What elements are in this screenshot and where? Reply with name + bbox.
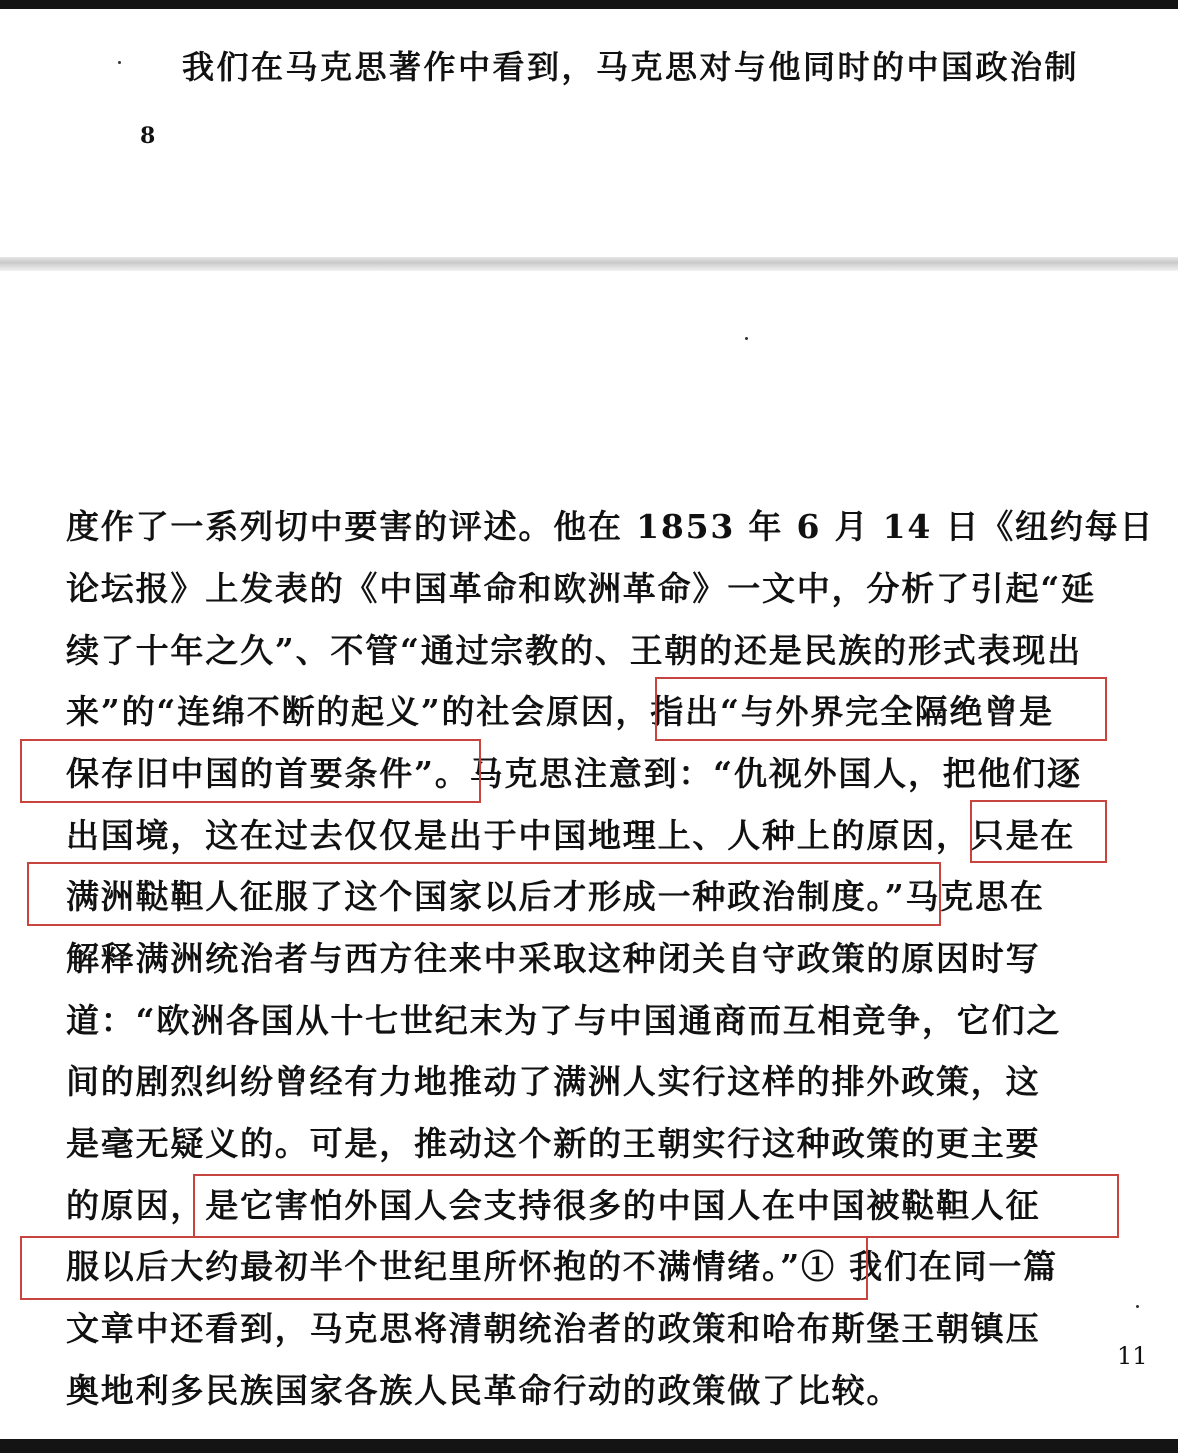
text-line-6: 出国境，这在过去仅仅是出于中国地理上、人种上的原因，只是在 [66, 816, 1076, 855]
upper-page-text-line: 我们在马克思著作中看到，马克思对与他同时的中国政治制 [182, 48, 1080, 86]
text-line-1: 度作了一系列切中要害的评述。他在 1853 年 6 月 14 日《纽约每日 [66, 507, 1155, 546]
scan-speck [118, 61, 121, 64]
upper-page-number: 8 [140, 123, 156, 149]
scan-speck [745, 337, 748, 340]
bottom-frame-bar [0, 1439, 1178, 1453]
text-line-15: 奥地利多民族国家各族人民革命行动的政策做了比较。 [66, 1371, 902, 1410]
lower-page-number: 11 [1117, 1342, 1148, 1370]
text-line-2: 论坛报》上发表的《中国革命和欧洲革命》一文中，分析了引起“延 [66, 569, 1096, 608]
text-line-3: 续了十年之久”、不管“通过宗教的、王朝的还是民族的形式表现出 [66, 631, 1082, 670]
text-line-4: 来”的“连绵不断的起义”的社会原因，指出“与外界完全隔绝曾是 [66, 692, 1054, 731]
text-line-14: 文章中还看到，马克思将清朝统治者的政策和哈布斯堡王朝镇压 [66, 1309, 1041, 1348]
scan-speck [1136, 1305, 1139, 1308]
text-line-5: 保存旧中国的首要条件”。马克思注意到：“仇视外国人，把他们逐 [66, 754, 1082, 793]
text-line-8: 解释满洲统治者与西方往来中采取这种闭关自守政策的原因时写 [66, 939, 1041, 978]
text-line-10: 间的剧烈纠纷曾经有力地推动了满洲人实行这样的排外政策，这 [66, 1062, 1041, 1101]
lower-page [0, 271, 1178, 1439]
text-line-7: 满洲鞑靼人征服了这个国家以后才形成一种政治制度。”马克思在 [66, 877, 1045, 916]
upper-page [0, 9, 1178, 257]
text-line-11: 是毫无疑义的。可是，推动这个新的王朝实行这种政策的更主要 [66, 1124, 1041, 1163]
text-line-9: 道：“欧洲各国从十七世纪末为了与中国通商而互相竞争，它们之 [66, 1001, 1062, 1040]
page-divider [0, 257, 1178, 271]
text-line-13: 服以后大约最初半个世纪里所怀抱的不满情绪。”① 我们在同一篇 [66, 1247, 1058, 1286]
text-line-12: 的原因，是它害怕外国人会支持很多的中国人在中国被鞑靼人征 [66, 1186, 1041, 1225]
top-frame-bar [0, 0, 1178, 9]
